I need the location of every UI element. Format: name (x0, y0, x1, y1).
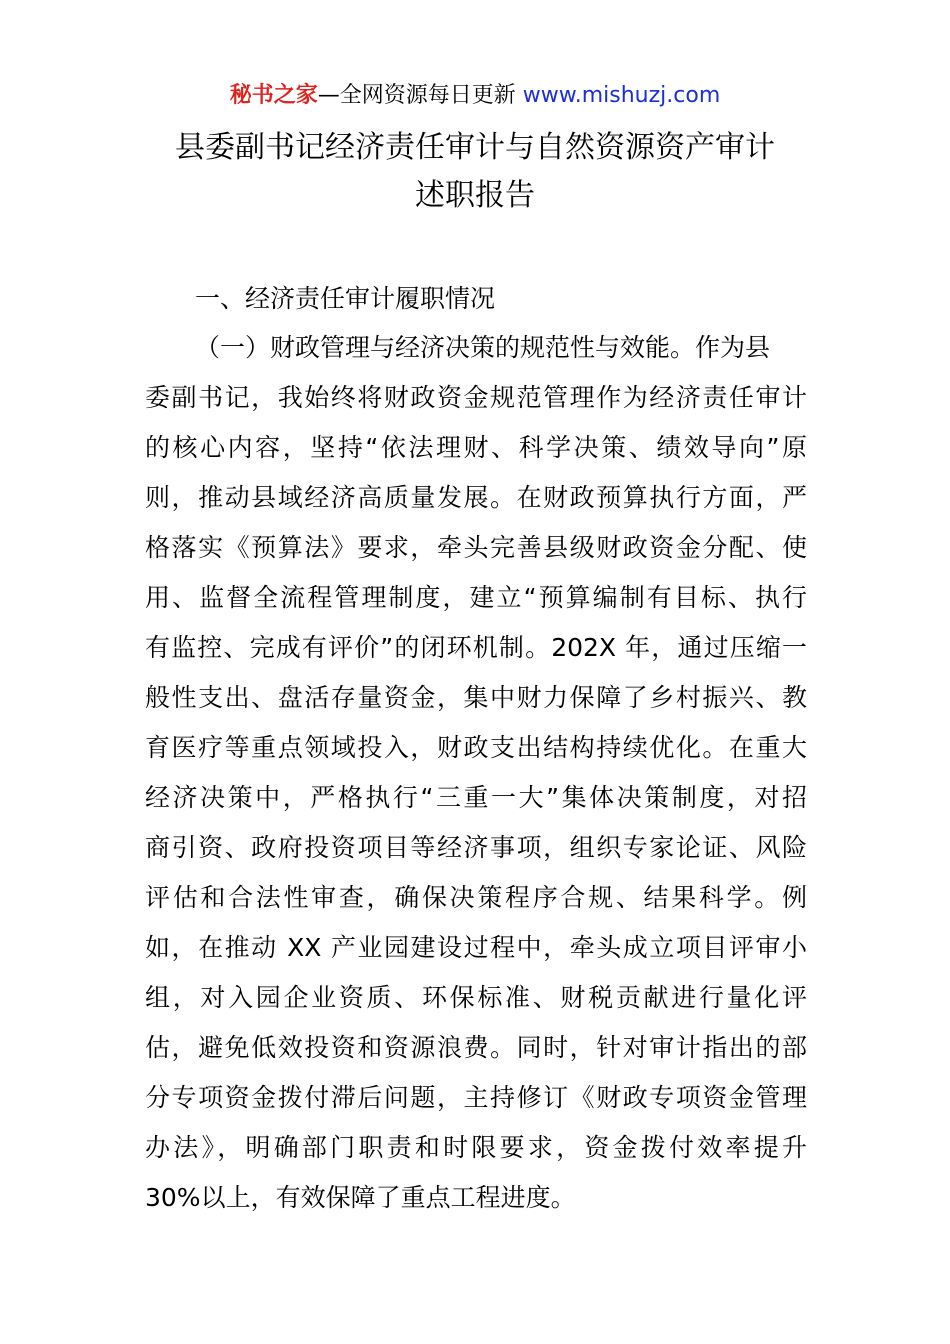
paragraph-line: 有监控、完成有评价”的闭环机制。202X 年，通过压缩一 (145, 633, 807, 662)
paragraph-line: 30%以上，有效保障了重点工程进度。 (145, 1183, 576, 1212)
paragraph-line: 般性支出、盘活存量资金，集中财力保障了乡村振兴、教 (145, 683, 807, 712)
paragraph-line: （一）财政管理与经济决策的规范性与效能。作为县 (195, 333, 771, 362)
site-brand: 秘书之家 (229, 83, 318, 108)
paragraph-line: 评估和合法性审查，确保决策程序合规、结果科学。例 (145, 883, 807, 912)
paragraph-line: 的核心内容，坚持“依法理财、科学决策、绩效导向”原 (145, 433, 807, 462)
site-header (0, 80, 950, 112)
site-url[interactable]: www.mishuzj.com (522, 83, 721, 108)
paragraph-line: 办法》，明确部门职责和时限要求，资金拨付效率提升 (145, 1133, 807, 1162)
paragraph-line: 经济决策中，严格执行“三重一大”集体决策制度，对招 (145, 783, 807, 812)
paragraph-line: 育医疗等重点领域投入，财政支出结构持续优化。在重大 (145, 733, 807, 762)
document-title-line-2: 述职报告 (415, 178, 535, 213)
paragraph-line: 如，在推动 XX 产业园建设过程中，牵头成立项目评审小 (145, 933, 807, 962)
site-tagline: —全网资源每日更新 (317, 83, 523, 108)
paragraph-line: 组，对入园企业资质、环保标准、财税贡献进行量化评 (145, 983, 807, 1012)
section-heading: 一、经济责任审计履职情况 (195, 284, 496, 313)
paragraph-line: 商引资、政府投资项目等经济事项，组织专家论证、风险 (145, 833, 807, 862)
paragraph-line: 委副书记，我始终将财政资金规范管理作为经济责任审计 (145, 383, 807, 412)
paragraph-line: 则，推动县域经济高质量发展。在财政预算执行方面，严 (145, 483, 807, 512)
paragraph-1 (145, 323, 807, 1223)
paragraph-line: 估，避免低效投资和资源浪费。同时，针对审计指出的部 (145, 1033, 807, 1062)
paragraph-line: 分专项资金拨付滞后问题，主持修订《财政专项资金管理 (145, 1083, 807, 1112)
document-title-line-1: 县委副书记经济责任审计与自然资源资产审计 (175, 130, 775, 165)
paragraph-line: 格落实《预算法》要求，牵头完善县级财政资金分配、使 (145, 533, 807, 562)
paragraph-line: 用、监督全流程管理制度，建立“预算编制有目标、执行 (145, 583, 807, 612)
